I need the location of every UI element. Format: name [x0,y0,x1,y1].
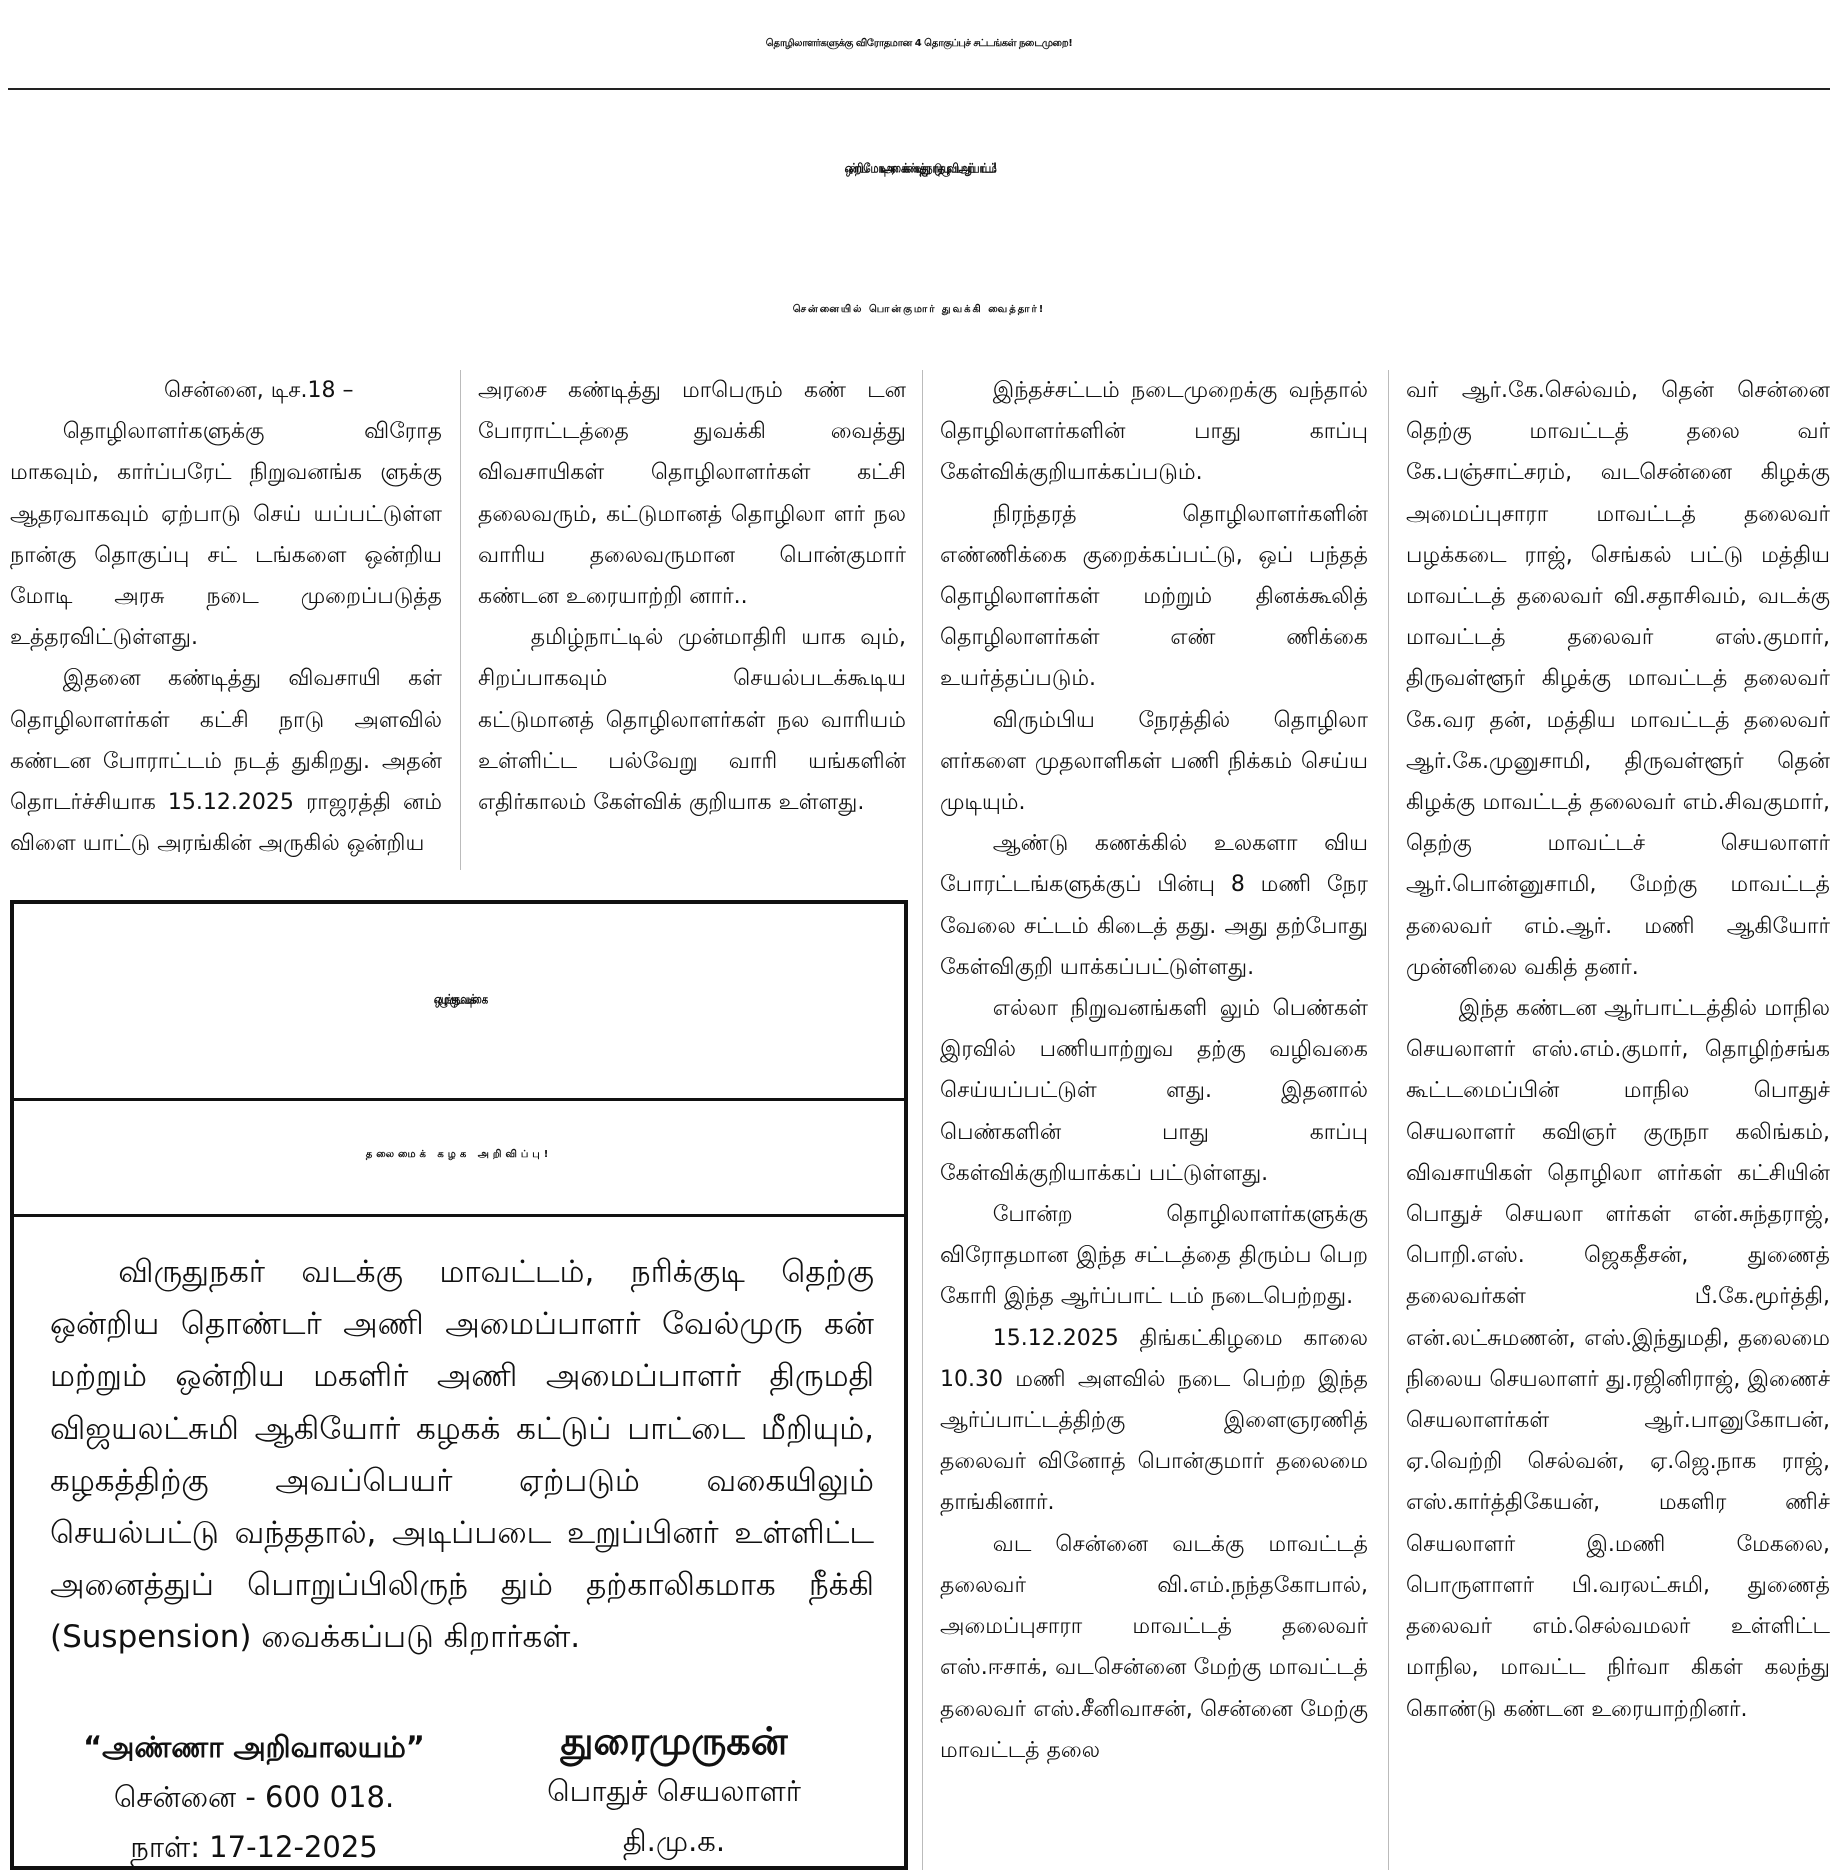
article-paragraph: தமிழ்நாட்டில் முன்மாதிரி யாக வும், சிறப்பாகவும் செயல்படக்கூடிய கட்டுமானத் தொழிலாளர்கள் நல வாரியம் உள்ளிட்ட பல்வேறு வாரி யங்களின் எதிர்காலம் கேள்விக் குறியாக உள்ளது. [478,625,906,816]
column-divider [1388,370,1389,1870]
article-paragraph: இந்தச்சட்டம் நடைமுறைக்கு வந்தால் தொழிலாளர்களின் பாது காப்பு கேள்விக்குறியாக்கப்படும். [940,378,1368,486]
article-column-1 [10,370,442,870]
notice-date: நாள்: 17-12-2025 [130,1830,378,1864]
dateline: சென்னை, டிச.18 – [164,378,354,403]
column-divider [922,370,923,1870]
notice-address-block [34,1722,474,1872]
article-paragraph: இதனை கண்டித்து விவசாயி கள் தொழிலாளர்கள் கட்சி நாடு அளவில் கண்டன போராட்டம் நடத் துகிறது. அதன் தொடர்ச்சியாக 15.12.2025 ராஜரத்தி னம் விளை யாட்டு அரங்கின் அருகில் ஒன்றிய [10,666,442,857]
notice-designation: பொதுச் செயலாளர் [547,1774,801,1808]
column-divider [460,370,461,870]
article-paragraph: போன்ற தொழிலாளர்களுக்கு விரோதமான இந்த சட்டத்தை திரும்ப பெற கோரி இந்த ஆர்ப்பாட் டம் நடைபெற்றது. [940,1202,1368,1310]
article-paragraph: இந்த கண்டன ஆர்பாட்டத்தில் மாநில செயலாளர் எஸ்.எம்.குமார், தொழிற்சங்க கூட்டமைப்பின் மாநில பொதுச் செயலாளர் கவிஞர் குருநா கலிங்கம், விவசாயிகள் தொழிலா ளர்கள் கட்சியின் பொதுச் செயலா ளர்கள் என்.சுந்தராஜ், பொறி.எஸ். ஜெகதீசன், துணைத் தலைவர்கள் பீ.கே.மூர்த்தி, என்.லட்சுமணன், எஸ்.இந்துமதி, தலைமை நிலைய செயலாளர் து.ரஜினிராஜ், இணைச் செயலாளர்கள் ஆர்.பானுகோபன், ஏ.வெற்றி செல்வன், ஏ.ஜெ.நாக ராஜ், எஸ்.கார்த்திகேயன், மகளிர ணிச் செயலாளர் இ.மணி மேகலை, பொருளாளர் பி.வரலட்சுமி, துணைத் தலைவர் எம்.செல்வமலர் உள்ளிட்ட மாநில, மாவட்ட நிர்வா கிகள் கலந்து கொண்டு கண்டன உரையாற்றினர். [1406,996,1830,1722]
notice-divider [14,1214,904,1217]
article-column-2 [478,370,906,870]
article-paragraph: 15.12.2025 திங்கட்கிழமை காலை 10.30 மணி அளவில் நடை பெற்ற இந்த ஆர்ப்பாட்டத்திற்கு இளைஞரணித் தலைவர் வினோத் பொன்குமார் தலைமை தாங்கினார். [940,1325,1368,1516]
article-column-4 [1406,370,1830,1870]
notice-city: சென்னை - 600 018. [113,1780,395,1814]
article-paragraph: விரும்பிய நேரத்தில் தொழிலா ளர்களை முதலாளிகள் பணி நிக்கம் செய்ய முடியும். [940,707,1368,816]
article-paragraph: தொழிலாளர்களுக்கு விரோத மாகவும், கார்ப்பரேட் நிறுவனங்க ளுக்கு ஆதரவாகவும் ஏற்பாடு செய் யப்பட்டுள்ள நான்கு தொகுப்பு சட் டங்களை ஒன்றிய மோடி அரசு நடை முறைப்படுத்த உத்தரவிட்டுள்ளது. [10,419,442,651]
article-paragraph: வட சென்னை வடக்கு மாவட்டத் தலைவர் வி.எம்.நந்தகோபால், அமைப்புசாரா மாவட்டத் தலைவர் எஸ்.ஈசாக், வடசென்னை மேற்கு மாவட்டத் தலைவர் எஸ்.சீனிவாசன், சென்னை மேற்கு மாவட்டத் தலை [940,1531,1368,1763]
notice-signatory: துரைமுருகன் [560,1719,788,1763]
notice-signature-block [484,1716,864,1866]
article-paragraph: ஆண்டு கணக்கில் உலகளா விய போரட்டங்களுக்குப் பின்பு 8 மணி நேர வேலை சட்டம் கிடைத் தது. அது தற்போது கேள்விகுறி யாக்கப்பட்டுள்ளது. [940,831,1368,980]
notice-office: “அண்ணா அறிவாலயம்” [83,1730,425,1764]
disciplinary-notice-box [10,900,908,1870]
notice-title: ஒழுங்கு நடவடிக்கை [433,993,485,1008]
article-column-3 [940,370,1368,1870]
notice-party: தி.மு.க. [622,1824,726,1858]
sub-headline: சென்னையில் பொன்குமார் துவக்கி வைத்தார்! [792,304,1046,315]
main-headline: ஒன்றிய மோடி அரசைக் கண்டித்து நாடு தழுவிய ஆர்ப்பாட்டம்! [844,162,994,177]
kicker-headline: தொழிலாளர்களுக்கு விரோதமான 4 தொகுப்புச் சட்டங்கள் நடைமுறை! [765,38,1073,49]
notice-subtitle: தலைமைக் கழக அறிவிப்பு! [365,1149,553,1160]
article-paragraph: வர் ஆர்.கே.செல்வம், தென் சென்னை தெற்கு மாவட்டத் தலை வர் கே.பஞ்சாட்சரம், வடசென்னை கிழக்கு அமைப்புசாரா மாவட்டத் தலைவர் பழக்கடை ராஜ், செங்கல் பட்டு மத்திய மாவட்டத் தலைவர் வி.சதாசிவம், வடக்கு மாவட்டத் தலைவர் எஸ்.குமார், திருவள்ளூர் கிழக்கு மாவட்டத் தலைவர் கே.வர தன், மத்திய மாவட்டத் தலைவர் ஆர்.கே.முனுசாமி, திருவள்ளூர் தென் கிழக்கு மாவட்டத் தலைவர் எம்.சிவகுமார், தெற்கு மாவட்டச் செயலாளர் ஆர்.பொன்னுசாமி, மேற்கு மாவட்டத் தலைவர் எம்.ஆர். மணி ஆகியோர் முன்னிலை வகித் தனர். [1406,378,1830,980]
article-paragraph: எல்லா நிறுவனங்களி லும் பெண்கள் இரவில் பணியாற்றுவ தற்கு வழிவகை செய்யப்பட்டுள் ளது. இதனால் பெண்களின் பாது காப்பு கேள்விக்குறியாக்கப் பட்டுள்ளது. [940,996,1368,1186]
notice-body: விருதுநகர் வடக்கு மாவட்டம், நரிக்குடி தெற்கு ஒன்றிய தொண்டர் அணி அமைப்பாளர் வேல்முரு கன் மற்றும் ஒன்றிய மகளிர் அணி அமைப்பாளர் திருமதி விஜயலட்சுமி ஆகியோர் கழகக் கட்டுப் பாட்டை மீறியும், கழகத்திற்கு அவப்பெயர் ஏற்படும் வகையிலும் செயல்பட்டு வந்ததால், அடிப்படை உறுப்பினர் உள்ளிட்ட அனைத்துப் பொறுப்பிலிருந் தும் தற்காலிகமாக நீக்கி (Suspension) வைக்கப்படு கிறார்கள். [50,1254,874,1656]
article-paragraph: அரசை கண்டித்து மாபெரும் கண் டன போராட்டத்தை துவக்கி வைத்து விவசாயிகள் தொழிலாளர்கள் கட்சி தலைவரும், கட்டுமானத் தொழிலா ளர் நல வாரிய தலைவருமான பொன்குமார் கண்டன உரையாற்றி னார்.. [478,378,906,610]
article-paragraph: நிரந்தரத் தொழிலாளர்களின் எண்ணிக்கை குறைக்கப்பட்டு, ஒப் பந்தத் தொழிலாளர்கள் மற்றும் தினக்கூலித் தொழிலாளர்கள் எண் ணிக்கை உயர்த்தப்படும். [940,501,1368,692]
